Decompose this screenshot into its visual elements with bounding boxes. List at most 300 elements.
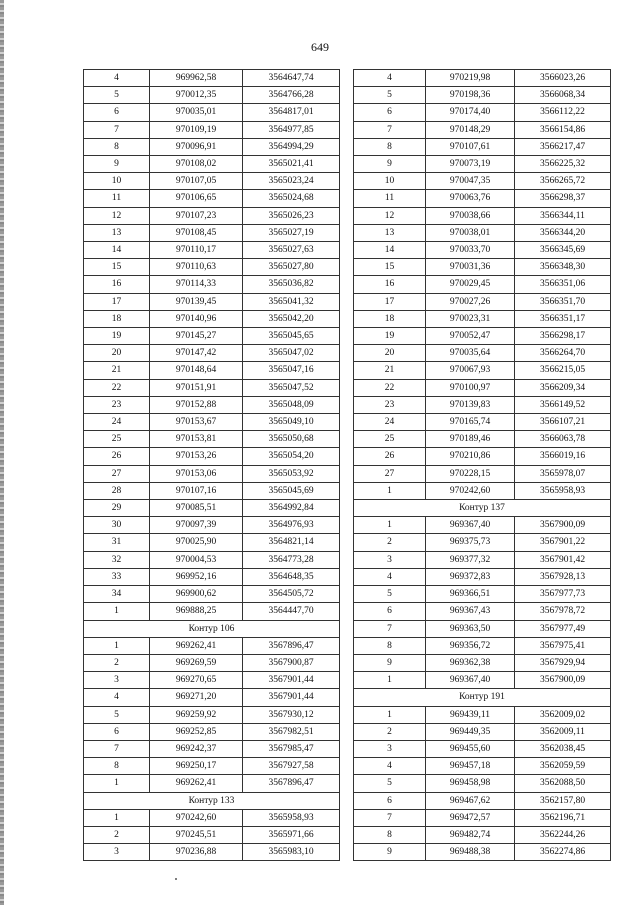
- point-number: 12: [354, 207, 426, 224]
- x-coordinate: 970152,88: [150, 396, 243, 413]
- y-coordinate: 3564447,70: [243, 603, 340, 620]
- y-coordinate: 3567900,09: [515, 672, 611, 689]
- x-coordinate: 970100,97: [426, 379, 515, 396]
- x-coordinate: 970097,39: [150, 517, 243, 534]
- x-coordinate: 970114,33: [150, 276, 243, 293]
- y-coordinate: 3565958,93: [515, 482, 611, 499]
- y-coordinate: 3565041,32: [243, 293, 340, 310]
- y-coordinate: 3565024,68: [243, 190, 340, 207]
- point-number: 27: [354, 465, 426, 482]
- x-coordinate: 970153,06: [150, 465, 243, 482]
- x-coordinate: 970027,26: [426, 293, 515, 310]
- scan-edge: [0, 0, 4, 905]
- y-coordinate: 3564766,28: [243, 87, 340, 104]
- table-row: [84, 465, 340, 482]
- scan-speck: [175, 878, 177, 880]
- point-number: 5: [84, 706, 150, 723]
- point-number: 1: [354, 517, 426, 534]
- y-coordinate: 3567901,22: [515, 534, 611, 551]
- table-row: [354, 293, 611, 310]
- point-number: 25: [84, 431, 150, 448]
- point-number: 9: [84, 156, 150, 173]
- x-coordinate: 970109,19: [150, 121, 243, 138]
- point-number: 8: [354, 637, 426, 654]
- point-number: 6: [354, 104, 426, 121]
- x-coordinate: 970085,51: [150, 500, 243, 517]
- x-coordinate: 969472,57: [426, 809, 515, 826]
- table-row: [84, 310, 340, 327]
- table-row: [354, 87, 611, 104]
- x-coordinate: 969457,18: [426, 758, 515, 775]
- x-coordinate: 970139,83: [426, 396, 515, 413]
- y-coordinate: 3566154,86: [515, 121, 611, 138]
- x-coordinate: 970145,27: [150, 328, 243, 345]
- contour-header: Контур 133: [84, 792, 340, 809]
- y-coordinate: 3566068,34: [515, 87, 611, 104]
- x-coordinate: 970106,65: [150, 190, 243, 207]
- point-number: 3: [84, 844, 150, 861]
- x-coordinate: 970110,17: [150, 242, 243, 259]
- table-row: [84, 207, 340, 224]
- table-row: [84, 844, 340, 861]
- y-coordinate: 3565036,82: [243, 276, 340, 293]
- table-row: [84, 654, 340, 671]
- table-row: [354, 534, 611, 551]
- point-number: 4: [354, 568, 426, 585]
- y-coordinate: 3562244,26: [515, 826, 611, 843]
- x-coordinate: 970153,81: [150, 431, 243, 448]
- table-row: [354, 310, 611, 327]
- table-row: [84, 809, 340, 826]
- point-number: 6: [354, 603, 426, 620]
- y-coordinate: 3565042,20: [243, 310, 340, 327]
- contour-header-row: [354, 689, 611, 706]
- x-coordinate: 969270,65: [150, 672, 243, 689]
- table-row: [84, 586, 340, 603]
- y-coordinate: 3566348,30: [515, 259, 611, 276]
- point-number: 1: [84, 603, 150, 620]
- x-coordinate: 970242,60: [150, 809, 243, 826]
- table-row: [354, 70, 611, 87]
- table-row: [354, 156, 611, 173]
- x-coordinate: 970107,61: [426, 138, 515, 155]
- point-number: 7: [354, 620, 426, 637]
- point-number: 5: [354, 775, 426, 792]
- point-number: 3: [354, 551, 426, 568]
- y-coordinate: 3566019,16: [515, 448, 611, 465]
- point-number: 14: [84, 242, 150, 259]
- x-coordinate: 970035,64: [426, 345, 515, 362]
- y-coordinate: 3564648,35: [243, 568, 340, 585]
- table-row: [354, 844, 611, 861]
- y-coordinate: 3564505,72: [243, 586, 340, 603]
- table-row: [354, 448, 611, 465]
- x-coordinate: 970110,63: [150, 259, 243, 276]
- point-number: 21: [84, 362, 150, 379]
- contour-header: Контур 137: [354, 500, 611, 517]
- point-number: 10: [84, 173, 150, 190]
- table-row: [354, 809, 611, 826]
- y-coordinate: 3566023,26: [515, 70, 611, 87]
- point-number: 30: [84, 517, 150, 534]
- x-coordinate: 969367,40: [426, 517, 515, 534]
- point-number: 11: [354, 190, 426, 207]
- point-number: 26: [84, 448, 150, 465]
- table-row: [84, 826, 340, 843]
- y-coordinate: 3565023,24: [243, 173, 340, 190]
- point-number: 19: [354, 328, 426, 345]
- point-number: 7: [354, 121, 426, 138]
- table-row: [84, 276, 340, 293]
- x-coordinate: 970047,35: [426, 173, 515, 190]
- table-row: [84, 482, 340, 499]
- y-coordinate: 3566217,47: [515, 138, 611, 155]
- y-coordinate: 3565983,10: [243, 844, 340, 861]
- point-number: 18: [354, 310, 426, 327]
- table-row: [354, 465, 611, 482]
- x-coordinate: 970151,91: [150, 379, 243, 396]
- point-number: 21: [354, 362, 426, 379]
- table-row: [84, 637, 340, 654]
- y-coordinate: 3566107,21: [515, 414, 611, 431]
- x-coordinate: 970012,35: [150, 87, 243, 104]
- y-coordinate: 3565047,52: [243, 379, 340, 396]
- contour-header-row: [84, 620, 340, 637]
- point-number: 6: [354, 792, 426, 809]
- point-number: 18: [84, 310, 150, 327]
- table-row: [354, 654, 611, 671]
- y-coordinate: 3566351,06: [515, 276, 611, 293]
- y-coordinate: 3567977,73: [515, 586, 611, 603]
- point-number: 15: [84, 259, 150, 276]
- table-row: [354, 551, 611, 568]
- y-coordinate: 3564992,84: [243, 500, 340, 517]
- table-row: [84, 534, 340, 551]
- table-row: [84, 70, 340, 87]
- x-coordinate: 970038,01: [426, 224, 515, 241]
- point-number: 13: [84, 224, 150, 241]
- x-coordinate: 970165,74: [426, 414, 515, 431]
- x-coordinate: 970035,01: [150, 104, 243, 121]
- x-coordinate: 969375,73: [426, 534, 515, 551]
- x-coordinate: 970031,36: [426, 259, 515, 276]
- point-number: 2: [84, 826, 150, 843]
- table-row: [354, 775, 611, 792]
- y-coordinate: 3562009,02: [515, 706, 611, 723]
- x-coordinate: 969952,16: [150, 568, 243, 585]
- point-number: 22: [354, 379, 426, 396]
- point-number: 6: [84, 104, 150, 121]
- y-coordinate: 3566265,72: [515, 173, 611, 190]
- point-number: 4: [354, 758, 426, 775]
- point-number: 6: [84, 723, 150, 740]
- x-coordinate: 970025,90: [150, 534, 243, 551]
- table-row: [84, 740, 340, 757]
- y-coordinate: 3562157,80: [515, 792, 611, 809]
- y-coordinate: 3565958,93: [243, 809, 340, 826]
- table-row: [354, 259, 611, 276]
- table-row: [84, 242, 340, 259]
- coordinates-table-left: [83, 69, 340, 861]
- table-row: [354, 482, 611, 499]
- point-number: 5: [354, 87, 426, 104]
- x-coordinate: 970148,29: [426, 121, 515, 138]
- point-number: 19: [84, 328, 150, 345]
- x-coordinate: 969262,41: [150, 637, 243, 654]
- y-coordinate: 3566149,52: [515, 396, 611, 413]
- table-row: [354, 431, 611, 448]
- x-coordinate: 970052,47: [426, 328, 515, 345]
- point-number: 4: [84, 70, 150, 87]
- x-coordinate: 970242,60: [426, 482, 515, 499]
- point-number: 2: [354, 723, 426, 740]
- y-coordinate: 3565047,02: [243, 345, 340, 362]
- x-coordinate: 969900,62: [150, 586, 243, 603]
- x-coordinate: 969242,37: [150, 740, 243, 757]
- point-number: 25: [354, 431, 426, 448]
- table-row: [84, 379, 340, 396]
- table-row: [354, 517, 611, 534]
- x-coordinate: 970153,67: [150, 414, 243, 431]
- point-number: 9: [354, 654, 426, 671]
- point-number: 8: [84, 138, 150, 155]
- x-coordinate: 969458,98: [426, 775, 515, 792]
- y-coordinate: 3564647,74: [243, 70, 340, 87]
- x-coordinate: 969269,59: [150, 654, 243, 671]
- point-number: 23: [84, 396, 150, 413]
- table-row: [84, 603, 340, 620]
- point-number: 5: [354, 586, 426, 603]
- y-coordinate: 3565027,63: [243, 242, 340, 259]
- x-coordinate: 970107,23: [150, 207, 243, 224]
- table-row: [84, 224, 340, 241]
- y-coordinate: 3566344,20: [515, 224, 611, 241]
- table-row: [354, 173, 611, 190]
- point-number: 15: [354, 259, 426, 276]
- x-coordinate: 969366,51: [426, 586, 515, 603]
- x-coordinate: 970140,96: [150, 310, 243, 327]
- table-row: [84, 517, 340, 534]
- x-coordinate: 970148,64: [150, 362, 243, 379]
- y-coordinate: 3567982,51: [243, 723, 340, 740]
- table-row: [354, 740, 611, 757]
- y-coordinate: 3567901,44: [243, 672, 340, 689]
- table-row: [84, 396, 340, 413]
- x-coordinate: 970063,76: [426, 190, 515, 207]
- x-coordinate: 969488,38: [426, 844, 515, 861]
- x-coordinate: 969372,83: [426, 568, 515, 585]
- x-coordinate: 969449,35: [426, 723, 515, 740]
- y-coordinate: 3566063,78: [515, 431, 611, 448]
- point-number: 3: [354, 740, 426, 757]
- point-number: 1: [354, 482, 426, 499]
- point-number: 16: [84, 276, 150, 293]
- point-number: 5: [84, 87, 150, 104]
- point-number: 23: [354, 396, 426, 413]
- table-row: [84, 706, 340, 723]
- point-number: 24: [84, 414, 150, 431]
- table-row: [354, 723, 611, 740]
- table-row: [354, 826, 611, 843]
- y-coordinate: 3567900,09: [515, 517, 611, 534]
- y-coordinate: 3564977,85: [243, 121, 340, 138]
- y-coordinate: 3566298,37: [515, 190, 611, 207]
- point-number: 7: [354, 809, 426, 826]
- y-coordinate: 3566298,17: [515, 328, 611, 345]
- table-row: [84, 362, 340, 379]
- table-row: [354, 224, 611, 241]
- table-row: [354, 345, 611, 362]
- point-number: 29: [84, 500, 150, 517]
- y-coordinate: 3567975,41: [515, 637, 611, 654]
- y-coordinate: 3566351,17: [515, 310, 611, 327]
- point-number: 4: [84, 689, 150, 706]
- y-coordinate: 3567900,87: [243, 654, 340, 671]
- x-coordinate: 970029,45: [426, 276, 515, 293]
- point-number: 20: [84, 345, 150, 362]
- x-coordinate: 970219,98: [426, 70, 515, 87]
- y-coordinate: 3562059,59: [515, 758, 611, 775]
- x-coordinate: 970108,45: [150, 224, 243, 241]
- table-row: [84, 293, 340, 310]
- table-row: [354, 207, 611, 224]
- x-coordinate: 969363,50: [426, 620, 515, 637]
- point-number: 1: [84, 809, 150, 826]
- point-number: 26: [354, 448, 426, 465]
- point-number: 1: [84, 775, 150, 792]
- point-number: 13: [354, 224, 426, 241]
- x-coordinate: 969356,72: [426, 637, 515, 654]
- y-coordinate: 3565050,68: [243, 431, 340, 448]
- y-coordinate: 3565049,10: [243, 414, 340, 431]
- point-number: 2: [84, 654, 150, 671]
- x-coordinate: 969262,41: [150, 775, 243, 792]
- table-row: [84, 345, 340, 362]
- x-coordinate: 970174,40: [426, 104, 515, 121]
- point-number: 32: [84, 551, 150, 568]
- x-coordinate: 970153,26: [150, 448, 243, 465]
- y-coordinate: 3566112,22: [515, 104, 611, 121]
- y-coordinate: 3566225,32: [515, 156, 611, 173]
- table-row: [354, 190, 611, 207]
- point-number: 3: [84, 672, 150, 689]
- y-coordinate: 3562038,45: [515, 740, 611, 757]
- x-coordinate: 969482,74: [426, 826, 515, 843]
- y-coordinate: 3567901,42: [515, 551, 611, 568]
- x-coordinate: 970108,02: [150, 156, 243, 173]
- y-coordinate: 3562009,11: [515, 723, 611, 740]
- x-coordinate: 969250,17: [150, 758, 243, 775]
- table-row: [84, 87, 340, 104]
- coordinates-table-right: [353, 69, 611, 861]
- table-row: [354, 396, 611, 413]
- x-coordinate: 970198,36: [426, 87, 515, 104]
- point-number: 31: [84, 534, 150, 551]
- contour-header-row: [354, 500, 611, 517]
- table-row: [354, 104, 611, 121]
- point-number: 12: [84, 207, 150, 224]
- table-row: [354, 637, 611, 654]
- point-number: 24: [354, 414, 426, 431]
- point-number: 33: [84, 568, 150, 585]
- x-coordinate: 969252,85: [150, 723, 243, 740]
- y-coordinate: 3567977,49: [515, 620, 611, 637]
- point-number: 9: [354, 844, 426, 861]
- x-coordinate: 970073,19: [426, 156, 515, 173]
- point-number: 28: [84, 482, 150, 499]
- table-row: [84, 758, 340, 775]
- y-coordinate: 3565047,16: [243, 362, 340, 379]
- table-row: [84, 775, 340, 792]
- x-coordinate: 970004,53: [150, 551, 243, 568]
- y-coordinate: 3564817,01: [243, 104, 340, 121]
- point-number: 16: [354, 276, 426, 293]
- point-number: 17: [354, 293, 426, 310]
- x-coordinate: 970033,70: [426, 242, 515, 259]
- x-coordinate: 969362,38: [426, 654, 515, 671]
- y-coordinate: 3566351,70: [515, 293, 611, 310]
- table-row: [84, 190, 340, 207]
- page-number: 649: [311, 40, 329, 54]
- point-number: 8: [354, 826, 426, 843]
- table-row: [354, 379, 611, 396]
- point-number: 11: [84, 190, 150, 207]
- table-row: [354, 138, 611, 155]
- x-coordinate: 970023,31: [426, 310, 515, 327]
- x-coordinate: 970096,91: [150, 138, 243, 155]
- table-row: [84, 173, 340, 190]
- point-number: 7: [84, 121, 150, 138]
- y-coordinate: 3567928,13: [515, 568, 611, 585]
- x-coordinate: 970038,66: [426, 207, 515, 224]
- y-coordinate: 3567896,47: [243, 775, 340, 792]
- y-coordinate: 3566344,11: [515, 207, 611, 224]
- x-coordinate: 970107,16: [150, 482, 243, 499]
- y-coordinate: 3567896,47: [243, 637, 340, 654]
- point-number: 8: [354, 138, 426, 155]
- table-row: [354, 672, 611, 689]
- y-coordinate: 3562196,71: [515, 809, 611, 826]
- point-number: 7: [84, 740, 150, 757]
- point-number: 9: [354, 156, 426, 173]
- y-coordinate: 3564773,28: [243, 551, 340, 568]
- table-row: [354, 603, 611, 620]
- point-number: 4: [354, 70, 426, 87]
- table-row: [84, 568, 340, 585]
- y-coordinate: 3565054,20: [243, 448, 340, 465]
- table-row: [354, 121, 611, 138]
- x-coordinate: 969367,40: [426, 672, 515, 689]
- y-coordinate: 3565045,65: [243, 328, 340, 345]
- table-row: [354, 328, 611, 345]
- point-number: 17: [84, 293, 150, 310]
- table-row: [84, 551, 340, 568]
- y-coordinate: 3564976,93: [243, 517, 340, 534]
- table-row: [84, 121, 340, 138]
- y-coordinate: 3565021,41: [243, 156, 340, 173]
- table-row: [84, 689, 340, 706]
- y-coordinate: 3567929,94: [515, 654, 611, 671]
- table-row: [354, 414, 611, 431]
- x-coordinate: 969377,32: [426, 551, 515, 568]
- table-row: [84, 431, 340, 448]
- point-number: 27: [84, 465, 150, 482]
- point-number: 8: [84, 758, 150, 775]
- x-coordinate: 969467,62: [426, 792, 515, 809]
- y-coordinate: 3566215,05: [515, 362, 611, 379]
- table-row: [84, 500, 340, 517]
- x-coordinate: 969367,43: [426, 603, 515, 620]
